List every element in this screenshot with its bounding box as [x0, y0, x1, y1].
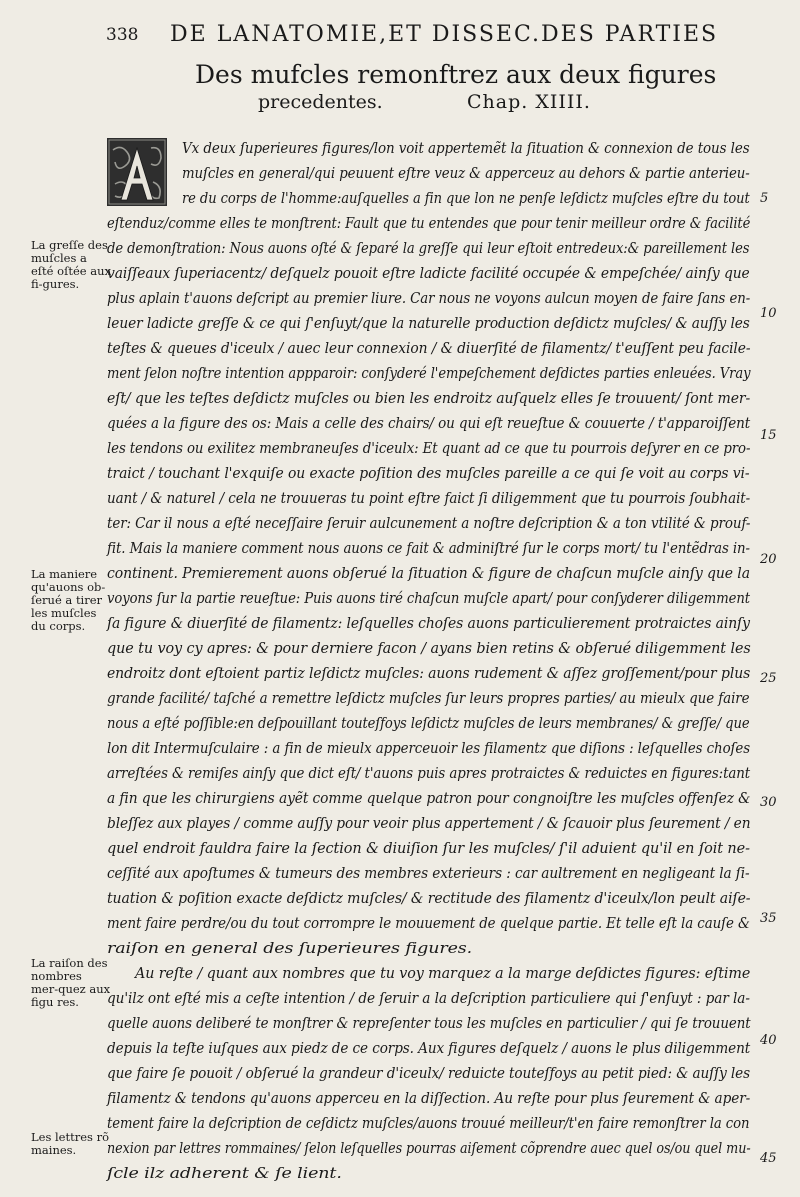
body-line: depuis la teſte iuſques aux piedz de ce corps. Aux figures deſquelz / auons le plus diligemment	[107, 1039, 751, 1057]
line-number: 10	[760, 306, 777, 321]
body-line: grande facilité/ taſché a remettre leſdictz muſcles ſur leurs propres parties/ au mieulx que faire	[107, 689, 750, 707]
chapter-title: Des mufcles remonftrez aux deux figures	[195, 60, 717, 89]
body-line: filamentz & tendons qu'auons apperceu en la diſſection. Au reſte pour plus ſeurement & aper-	[107, 1089, 751, 1107]
body-line: de demonſtration: Nous auons oſté & ſeparé la greſſe qui leur eſtoit entredeux:& pareillement les	[107, 239, 750, 257]
body-line: plus aplain t'auons deſcript au premier liure. Car nous ne voyons aulcun moyen de faire ſans en-	[107, 289, 751, 307]
body-line: quelle auons deliberé te monſtrer & repreſenter tous les muſcles en particulier / qui ſe trouuent	[107, 1014, 751, 1032]
margin-note: La raiſon des nombres mer-quez aux figu res.	[31, 956, 111, 1009]
body-line: ter: Car il nous a eſté neceſſaire ſeruir aulcunement a noſtre deſcription & a ton vtilité & prouf-	[107, 514, 751, 532]
body-line: qu'ilz ont eſté mis a ceſte intention / de ſeruir a la deſcription particuliere qui ſ'enſuyt : par la-	[107, 989, 750, 1007]
body-line: ment faire perdre/ou du tout corrompre le mouuement de quelque partie. Et telle eſt la cauſe &	[107, 914, 750, 932]
line-number: 40	[760, 1033, 777, 1048]
body-line: ceſſité aux apoſtumes & tumeurs des membres exterieurs : car aultrement en negligeant la ſi-	[107, 864, 750, 882]
body-line: arreſtées & remiſes ainſy que dict eſt/ t'auons puis apres protraictes & reduictes en figures:tant	[107, 764, 751, 782]
body-line: tuation & poſition exacte deſdictz muſcles/ & rectitude des filamentz d'iceulx/lon peult aiſe-	[107, 889, 751, 907]
body-line: que tu voy cy apres: & pour derniere facon / ayans bien retins & obſerué diligemment les	[107, 639, 751, 657]
body-line: voyons ſur la partie reueſtue: Puis auons tiré chaſcun muſcle apart/ pour conſyderer diligemment	[107, 589, 750, 607]
body-line: re du corps de l'homme:auſquelles a fin que lon ne penſe leſdictz muſcles eſtre du tout	[182, 189, 750, 207]
line-number: 15	[760, 428, 777, 443]
chapter-number: Chap. XIIII.	[467, 91, 591, 113]
line-number: 20	[760, 552, 777, 567]
body-line: uant / & naturel / cela ne trouueras tu point eſtre faict ſi diligemment que tu pourrois ſoubhait-	[107, 489, 751, 507]
body-line: tement faire la deſcription de ceſdictz muſcles/auons trouué meilleur/t'en faire remonſtrer la con	[107, 1114, 750, 1132]
running-head: DE LANATOMIE,ET DISSEC.DES PARTIES	[170, 22, 719, 47]
body-line: a fin que les chirurgiens ayẽt comme quelque patron pour congnoiſtre les muſcles offenſez &	[107, 789, 751, 807]
body-line: quées a la figure des os: Mais a celle des chairs/ ou qui eſt reueſtue & couuerte / t'apparoiſſent	[107, 414, 751, 432]
margin-note: La maniere qu'auons ob-ſerué a tirer les muſcles du corps.	[31, 567, 106, 633]
body-line: ment ſelon noſtre intention appparoir: conſyderé l'empeſchement deſdictes parties enleuées. Vray	[107, 364, 751, 382]
body-line: nexion par lettres rommaines/ ſelon leſquelles pourras aiſement cõprendre auec quel os/ou quel mu-	[107, 1139, 751, 1157]
body-line: nous a eſté poſſible:en deſpouillant touteſfoys leſdictz muſcles de leurs membranes/ & greſſe/ que	[107, 714, 750, 732]
body-line: muſcles en general/qui peuuent eſtre veuz & apperceuz au dehors & partie anterieu-	[182, 164, 750, 182]
body-line: fit. Mais la maniere comment nous auons ce fait & adminiſtré ſur le corps mort/ tu l'entẽdras in-	[107, 539, 750, 557]
body-line: lon dit Intermuſculaire : a fin de mieulx apperceuoir les filamentz que diſions : leſquelles choſes	[107, 739, 751, 757]
chapter-subtitle: precedentes.	[258, 91, 383, 113]
line-number: 25	[760, 671, 777, 686]
body-line: traict / touchant l'exquiſe ou exacte poſition des muſcles pareille a ce qui ſe voit au corps vi-	[107, 464, 750, 482]
body-line: Au reſte / quant aux nombres que tu voy marquez a la marge deſdictes figures: eſtime	[135, 964, 751, 982]
page-number: 338	[106, 25, 139, 45]
margin-note: La greſſe des muſcles a eſté oſtée aux fi-gures.	[31, 238, 111, 291]
body-line: les tendons ou exilitez membraneuſes d'iceulx: Et quant ad ce que tu pourrois deſyrer en ce pro-	[107, 439, 751, 457]
margin-note: Les lettres rõ maines.	[31, 1130, 110, 1157]
body-line: quel endroit fauldra faire la ſection & diuiſion ſur les muſcles/ ſ'il aduient qu'il en ſoit ne-	[107, 839, 750, 857]
body-line: continent. Premierement auons obſerué la ſituation & figure de chaſcun muſcle ainſy que la	[107, 564, 750, 582]
body-line: Vx deux ſuperieures figures/lon voit appertemẽt la ſituation & connexion de tous les	[182, 139, 750, 157]
body-line: ſcle ilz adherent & ſe lient.	[107, 1164, 342, 1182]
body-line: vaiſſeaux ſuperiacentz/ deſquelz pouoit eſtre ladicte facilité occupée & empeſchée/ ainſy que	[107, 264, 750, 282]
line-number: 5	[760, 191, 769, 206]
line-number: 45	[760, 1151, 777, 1166]
body-line: leuer ladicte greſſe & ce qui ſ'enſuyt/que la naturelle production deſdictz muſcles/ & auſſy les	[107, 314, 750, 332]
body-line: endroitz dont eſtoient partiz leſdictz muſcles: auons rudement & aſſez groſſement/pour plus	[107, 664, 751, 682]
body-line: raiſon en general des ſuperieures figures.	[107, 939, 473, 957]
line-number: 35	[760, 911, 777, 926]
body-line: eſt/ que les teſtes deſdictz muſcles ou bien les endroitz auſquelz elles ſe trouuent/ ſont mer-	[107, 389, 751, 407]
body-line: teſtes & queues d'iceulx / auec leur connexion / & diuerſité de filamentz/ t'euſſent peu facile-	[107, 339, 751, 357]
body-line: bleſſez aux playes / comme auſſy pour veoir plus appertement / & ſcauoir plus ſeurement / en	[107, 814, 751, 832]
line-number: 30	[760, 795, 777, 810]
body-line: que faire ſe pouoit / obſerué la grandeur d'iceulx/ reduicte touteſfoys au petit pied: & auſſy les	[107, 1064, 751, 1082]
body-line: ſa figure & diuerſité de filamentz: leſquelles choſes auons particulierement protraictes ainſy	[107, 614, 750, 632]
body-line: eſtenduz/comme elles te monſtrent: Fault que tu entendes que pour tenir meilleur ordre & facilité	[107, 214, 751, 232]
